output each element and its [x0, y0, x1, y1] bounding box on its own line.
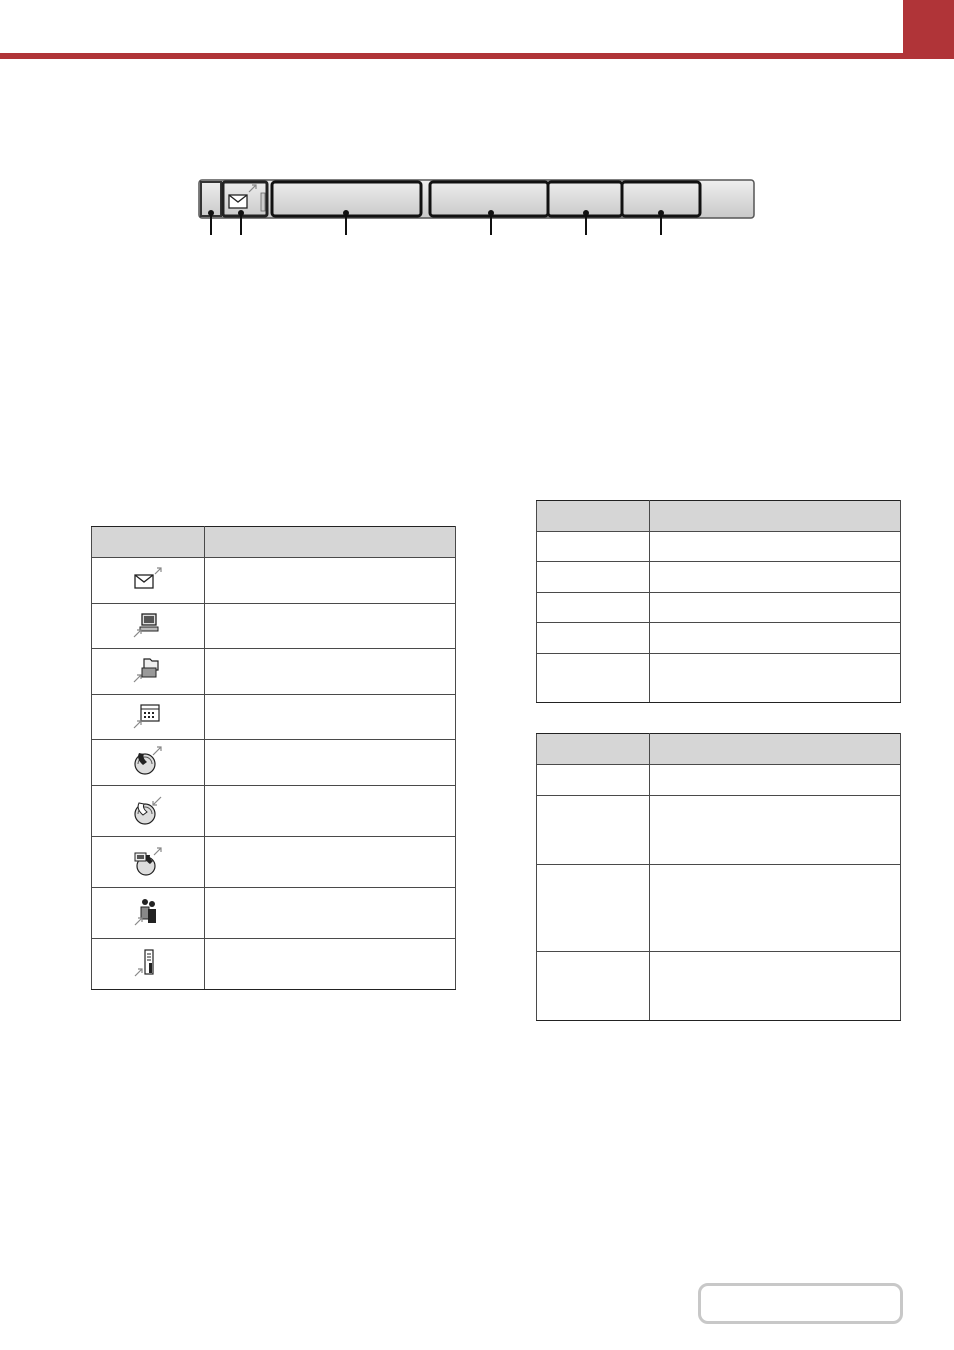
description-cell: [205, 740, 456, 786]
icon-cell: [92, 939, 205, 990]
table-cell: [537, 593, 650, 623]
page-nav-box[interactable]: [698, 1283, 903, 1324]
icon-cell: [92, 786, 205, 837]
table-row: [537, 765, 901, 796]
desktop-grid-send-icon: [132, 702, 164, 730]
table-cell: [650, 532, 901, 562]
icon-cell: [92, 558, 205, 604]
table-row: [537, 593, 901, 623]
table-row: [92, 939, 456, 990]
table-cell: [650, 765, 901, 796]
description-cell: [205, 888, 456, 939]
table-header-row: [92, 527, 456, 558]
description-cell: [205, 649, 456, 695]
fax-send-icon: [131, 745, 165, 777]
description-cell: [205, 558, 456, 604]
table-row: [537, 623, 901, 654]
email-send-icon: [132, 566, 164, 592]
status-table-b: [536, 733, 901, 1021]
table-row: [92, 786, 456, 837]
header-cell: [92, 527, 205, 558]
table-cell: [537, 562, 650, 593]
header-cell: [537, 734, 650, 765]
status-table-a: [536, 500, 901, 703]
table-cell: [650, 796, 901, 865]
table-cell: [537, 765, 650, 796]
table-cell: [537, 623, 650, 654]
header-corner-tab: [903, 0, 954, 53]
table-header-row: [537, 734, 901, 765]
table-row: [92, 837, 456, 888]
description-cell: [205, 695, 456, 740]
table-cell: [537, 796, 650, 865]
table-row: [92, 649, 456, 695]
device-send-icon: [132, 947, 164, 979]
table-cell: [650, 562, 901, 593]
table-cell: [650, 593, 901, 623]
table-cell: [537, 865, 650, 952]
table-row: [537, 562, 901, 593]
table-cell: [650, 654, 901, 703]
ftp-folder-send-icon: [132, 656, 164, 684]
table-cell: [537, 654, 650, 703]
icon-table: [91, 526, 456, 990]
icon-cell: [92, 604, 205, 649]
header-rule: [0, 53, 954, 59]
icon-cell: [92, 695, 205, 740]
table-row: [92, 888, 456, 939]
people-send-icon: [132, 896, 164, 928]
description-cell: [205, 939, 456, 990]
header-cell: [537, 501, 650, 532]
description-cell: [205, 786, 456, 837]
table-cell: [650, 952, 901, 1021]
table-row: [537, 532, 901, 562]
table-row: [537, 865, 901, 952]
table-cell: [537, 532, 650, 562]
table-cell: [650, 623, 901, 654]
table-row: [537, 796, 901, 865]
table-row: [92, 604, 456, 649]
description-cell: [205, 604, 456, 649]
icon-cell: [92, 649, 205, 695]
icon-cell: [92, 740, 205, 786]
icon-cell: [92, 837, 205, 888]
header-cell: [650, 501, 901, 532]
table-header-row: [537, 501, 901, 532]
fax-receive-icon: [131, 794, 165, 826]
pc-send-icon: [132, 611, 164, 639]
table-row: [537, 654, 901, 703]
description-cell: [205, 837, 456, 888]
icon-cell: [92, 888, 205, 939]
header-cell: [205, 527, 456, 558]
table-row: [92, 695, 456, 740]
table-row: [537, 952, 901, 1021]
header-cell: [650, 734, 901, 765]
table-cell: [650, 865, 901, 952]
pc-fax-send-icon: [131, 845, 165, 877]
table-row: [92, 558, 456, 604]
table-row: [92, 740, 456, 786]
status-bar-diagram: [198, 179, 755, 219]
table-cell: [537, 952, 650, 1021]
